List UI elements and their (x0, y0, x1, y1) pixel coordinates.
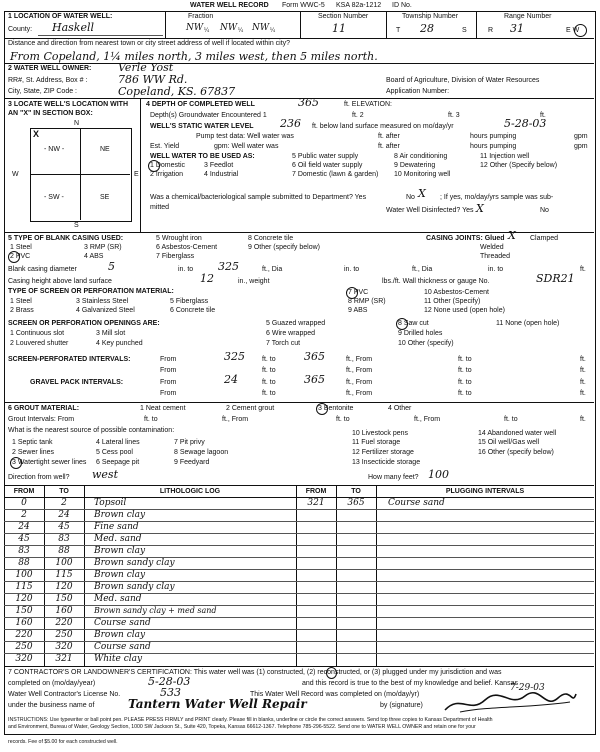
section-number-value[interactable]: 11 (332, 22, 346, 35)
compass-s: S (74, 222, 79, 229)
grout-ft-to-3: ft. to (504, 416, 518, 423)
pump-gpm: gpm (574, 133, 588, 140)
screen-brass[interactable]: 2 Brass (10, 307, 34, 314)
contam-lateral[interactable]: 4 Lateral lines (96, 439, 140, 446)
perf-ft-1: ft. (580, 356, 586, 363)
screen-galvanized[interactable]: 4 Galvanized Steel (76, 307, 135, 314)
gravel-ft-from-1: ft., From (346, 379, 373, 386)
log-to: 100 (55, 558, 73, 568)
dia-ft-1: ft., Dia (262, 266, 283, 273)
feet-label: How many feet? (368, 474, 419, 481)
contam-watertight-circle (10, 457, 22, 469)
log-to: 250 (55, 630, 73, 640)
screen-steel[interactable]: 1 Steel (10, 298, 32, 305)
static-level-value[interactable]: 236 (280, 117, 301, 130)
chem-no-mark[interactable]: X (418, 187, 426, 200)
quarter-3: ¼ (270, 28, 276, 34)
direction-value[interactable]: west (92, 468, 118, 481)
perf-ft-to-3: ft. to (262, 367, 276, 374)
dia-in-to-2: in. to (344, 266, 360, 273)
log-desc: Course sand (94, 618, 151, 628)
log-desc: Brown sandy clay (94, 558, 175, 568)
contam-cess[interactable]: 5 Cess pool (96, 449, 133, 456)
use-feedlot[interactable]: 3 Feedlot (204, 162, 234, 169)
range-label: Range Number (504, 13, 552, 20)
range-w-circle (574, 24, 587, 37)
chem-no-label: No (406, 194, 415, 201)
township-t: T (396, 27, 401, 34)
open-sawcut-circle (396, 318, 408, 330)
direction-label: Direction from well? (8, 474, 70, 481)
constructed-circle (326, 667, 337, 679)
casing-abs[interactable]: 4 ABS (84, 253, 104, 260)
log-from: 100 (15, 570, 33, 580)
section-2-label: 2 WATER WELL OWNER: (8, 65, 92, 72)
log-from2-header: FROM (305, 488, 327, 495)
log-desc: White clay (94, 654, 143, 664)
section-1-label: 1 LOCATION OF WATER WELL: (8, 13, 113, 20)
log-desc: Brown sandy clay (94, 582, 175, 592)
log-to: 320 (55, 642, 73, 652)
log-desc: Brown clay (94, 546, 146, 556)
ksa-number: KSA 82a-1212 (336, 2, 382, 9)
casing-height-label: Casing height above land surface (8, 278, 112, 285)
instructions-line-1: INSTRUCTIONS: Use typewriter or ball point pen. PLEASE PRESS FIRMLY and PRINT clearly. Please fill in blanks, underline or circle the correct answers. Send top three copies to Kansas Department of Health (8, 717, 493, 723)
gravel-ft-to-2: ft. to (458, 379, 472, 386)
open-none[interactable]: 11 None (open hole) (496, 320, 560, 327)
glued-mark[interactable]: X (508, 229, 516, 242)
yield-mid: gpm: Well water was (214, 143, 279, 150)
section-3-label-2: AN "X" IN SECTION BOX: (8, 110, 93, 117)
perf-ft-to-4: ft. to (458, 367, 472, 374)
open-key[interactable]: 4 Key punched (96, 340, 143, 347)
log-from: 320 (15, 654, 33, 664)
screen-fiberglass[interactable]: 5 Fiberglass (170, 298, 209, 305)
open-wire[interactable]: 6 Wire wrapped (266, 330, 316, 337)
log-from: 120 (15, 594, 33, 604)
gravel-ft-from-2: ft., From (346, 390, 373, 397)
compass-e: E (134, 171, 139, 178)
city-value[interactable]: Copeland, KS. 67837 (118, 85, 236, 98)
perf-ft-to-1: ft. to (262, 356, 276, 363)
open-gauzed[interactable]: 5 Guazed wrapped (266, 320, 326, 327)
section-number-label: Section Number (318, 13, 369, 20)
record-label: This Water Well Record was completed on (mo/day/yr) (250, 691, 420, 698)
welded-label: Welded (480, 244, 504, 251)
use-lawn[interactable]: 7 Domestic (lawn & garden) (292, 171, 379, 178)
plug-desc: Course sand (388, 498, 445, 508)
use-air[interactable]: 8 Air conditioning (394, 153, 448, 160)
contam-pit[interactable]: 7 Pit privy (174, 439, 205, 446)
casing-pvc-circle (8, 251, 20, 263)
perf-ft-from-1: ft., From (346, 356, 373, 363)
screen-type-label: TYPE OF SCREEN OR PERFORATION MATERIAL: (8, 288, 174, 295)
section-box[interactable] (30, 128, 132, 222)
log-rule (4, 641, 594, 642)
lbs-label: lbs./ft. Wall thickness or gauge No. (382, 278, 490, 285)
quarter-1: ¼ (204, 28, 210, 34)
log-desc: Brown clay (94, 510, 146, 520)
grout-intervals: Grout Intervals: From (8, 416, 75, 423)
open-mill[interactable]: 3 Mill slot (96, 330, 126, 337)
log-from: 83 (18, 546, 30, 556)
casing-joints-label: CASING JOINTS: Glued (426, 235, 505, 242)
township-label: Township Number (402, 13, 459, 20)
gravel-ft-to-4: ft. to (458, 390, 472, 397)
quadrant-ne: NE (100, 146, 110, 153)
log-desc: Topsoil (94, 498, 127, 508)
log-desc: Med. sand (94, 594, 142, 604)
log-rule (4, 581, 594, 582)
gauge-value[interactable]: SDR21 (536, 272, 575, 285)
log-to: 2 (61, 498, 67, 508)
gravel-intervals-label: GRAVEL PACK INTERVALS: (30, 379, 124, 386)
completed-label: completed on (mo/day/year) (8, 680, 96, 687)
log-from: 2 (21, 510, 27, 520)
log-from: 160 (15, 618, 33, 628)
open-torch[interactable]: 7 Torch cut (266, 340, 301, 347)
grout-ft: ft. (580, 416, 586, 423)
open-louvered[interactable]: 2 Louvered shutter (10, 340, 69, 347)
casing-height-rest: in., weight (238, 278, 270, 285)
casing-steel[interactable]: 1 Steel (10, 244, 32, 251)
owner-value[interactable]: Verle Yost (118, 61, 174, 74)
plug-from: 321 (307, 498, 325, 508)
log-from: 88 (18, 558, 30, 568)
casing-to-value[interactable]: 325 (218, 260, 239, 273)
address-value[interactable]: 786 WW Rd. (118, 73, 188, 86)
log-rule (4, 605, 594, 606)
county-value[interactable]: Haskell (52, 21, 95, 34)
grout-ft-from-1: ft., From (222, 416, 249, 423)
disinfected-label: Water Well Disinfected? Yes (386, 207, 474, 214)
contam-livestock[interactable]: 10 Livestock pens (352, 430, 409, 437)
screen-abs[interactable]: 9 ABS (348, 307, 368, 314)
board-label: Board of Agriculture, Division of Water Resources (386, 77, 540, 84)
plug-to: 365 (347, 498, 365, 508)
log-desc: Med. sand (94, 534, 142, 544)
log-rule (4, 509, 594, 510)
log-to: 150 (55, 594, 73, 604)
city-label: City, State, ZIP Code : (8, 88, 77, 95)
use-other[interactable]: 12 Other (Specify below) (480, 162, 558, 169)
screen-concrete[interactable]: 6 Concrete tile (170, 307, 216, 314)
use-injection[interactable]: 11 Injection well (480, 153, 530, 160)
perf-ft-from-2: ft., From (346, 367, 373, 374)
contam-sewer[interactable]: 2 Sewer lines (12, 449, 55, 456)
log-desc: Brown clay (94, 570, 146, 580)
signature-image (440, 688, 580, 718)
screen-stainless[interactable]: 3 Stainless Steel (76, 298, 129, 305)
depth-value[interactable]: 365 (298, 96, 319, 109)
log-rule (4, 653, 594, 654)
signature-label: by (signature) (380, 702, 423, 709)
instructions-line-2: and Environment, Bureau of Water, Geology Section, 1000 SW Jackson St., Suite 420, Topeka, Kansas 66612-1367. Telephone 785-296-5522. Send one to WATER WELL OWNER and retain one for your (8, 724, 476, 730)
log-to2-header: TO (351, 488, 361, 495)
yield-after: ft. after (378, 143, 400, 150)
casing-asbestos[interactable]: 6 Asbestos-Cement (156, 244, 218, 251)
license-value[interactable]: 533 (160, 686, 181, 699)
contam-fertilizer[interactable]: 12 Fertilizer storage (352, 449, 414, 456)
grout-label: 6 GROUT MATERIAL: (8, 405, 80, 412)
grout-ft-to-2: ft. to (336, 416, 350, 423)
gw-ft-2: ft. 3 (448, 112, 460, 119)
depth-unit: ft. ELEVATION: (344, 101, 392, 108)
log-to: 120 (55, 582, 73, 592)
fraction-3[interactable]: NW (252, 23, 270, 33)
contam-feedyard[interactable]: 9 Feedyard (174, 459, 210, 466)
yield-hours: hours pumping (470, 143, 517, 150)
screen-pvc[interactable]: 7 PVC (348, 289, 369, 296)
record-date[interactable]: 7-29-03 (510, 683, 545, 693)
yield-label: Est. Yield (150, 143, 180, 150)
log-to: 321 (55, 654, 73, 664)
log-to: 24 (58, 510, 70, 520)
open-drilled[interactable]: 9 Drilled holes (398, 330, 443, 337)
grout-bentonite[interactable]: 3 Bentonite (318, 405, 354, 412)
quarter-2: ¼ (238, 28, 244, 34)
casing-fiberglass[interactable]: 7 Fiberglass (156, 253, 195, 260)
log-to: 83 (58, 534, 70, 544)
log-from: 24 (18, 522, 30, 532)
gravel-ft-to-3: ft. to (262, 390, 276, 397)
log-to: 220 (55, 618, 73, 628)
business-label: under the business name of (8, 702, 95, 709)
log-rule (4, 545, 594, 546)
log-desc: Fine sand (94, 522, 139, 532)
log-from: 45 (18, 534, 30, 544)
depth-label: 4 DEPTH OF COMPLETED WELL (146, 101, 255, 108)
screen-rmp[interactable]: 8 RMP (SR) (348, 298, 386, 305)
address-label: RR#, St. Address, Box # : (8, 77, 88, 84)
grout-ft-to-1: ft. to (144, 416, 158, 423)
contam-other[interactable]: 16 Other (specify below) (478, 449, 554, 456)
log-rule (4, 569, 594, 570)
pump-test-label: Pump test data: Well water was (196, 133, 294, 140)
contam-lagoon[interactable]: 8 Sewage lagoon (174, 449, 229, 456)
distance-value[interactable]: From Copeland, 1¼ miles north, 3 miles west, then 5 miles north. (10, 50, 378, 63)
gravel-ft-2: ft. (580, 390, 586, 397)
log-rule (4, 521, 594, 522)
log-from-header: FROM (13, 488, 35, 495)
township-s: S (462, 27, 467, 34)
use-label: WELL WATER TO BE USED AS: (150, 153, 255, 160)
business-value[interactable]: Tantern Water Well Repair (128, 697, 307, 711)
instructions-line-3: records. Fee of $5.00 for each constructed well. (8, 739, 118, 745)
grout-cement[interactable]: 2 Cement grout (226, 405, 275, 412)
casing-height-value[interactable]: 12 (200, 272, 214, 285)
id-number-label: ID No. (392, 2, 412, 9)
perf-from-2: From (160, 367, 177, 374)
use-irrigation[interactable]: 2 Irrigation (150, 171, 184, 178)
contam-seepage[interactable]: 6 Seepage pit (96, 459, 140, 466)
quadrant-nw: - NW - (44, 146, 65, 153)
gravel-from-2: From (160, 390, 177, 397)
use-monitoring[interactable]: 10 Monitoring well (394, 171, 451, 178)
log-desc: Brown sandy clay + med sand (94, 606, 217, 615)
distance-label: Distance and direction from nearest town or city street address of well if located within city? (8, 40, 291, 47)
log-rule (4, 629, 594, 630)
gravel-ft-1: ft. (580, 379, 586, 386)
gw-ft-3: ft. (540, 112, 546, 119)
screen-none[interactable]: 12 None used (open hole) (424, 307, 505, 314)
log-litho-header: LITHOLOGIC LOG (159, 488, 221, 495)
certification-text: 7 CONTRACTOR'S OR LANDOWNER'S CERTIFICATION: This water well was (1) constructed, (2) reconstructed, or (3) plugged under my jurisdiction and was (8, 669, 502, 676)
section-3-label: 3 LOCATE WELL'S LOCATION WITH (8, 101, 129, 108)
form-number: Form WWC-5 (282, 2, 325, 9)
compass-n: N (74, 120, 80, 127)
quadrant-sw: - SW - (44, 194, 64, 201)
perf-ft-to-2: ft. to (458, 356, 472, 363)
static-level-label: WELL'S STATIC WATER LEVEL (150, 123, 254, 130)
use-public[interactable]: 5 Public water supply (292, 153, 359, 160)
disinfected-no: No (540, 207, 549, 214)
fraction-label: Fraction (188, 13, 214, 20)
chem-rest: ; If yes, mo/day/yrs sample was sub- (440, 194, 554, 201)
perf-to-value[interactable]: 365 (304, 350, 325, 363)
contam-abandoned[interactable]: 14 Abandoned water well (478, 430, 557, 437)
log-to: 45 (58, 522, 70, 532)
log-desc: Course sand (94, 642, 151, 652)
range-ew: E W (566, 27, 580, 34)
log-rule (4, 593, 594, 594)
completed-rest: and this record is true to the best of my knowledge and belief. Kansas (302, 680, 518, 687)
chem-question: Was a chemical/bacteriological sample submitted to Department? Yes (150, 194, 367, 201)
open-other[interactable]: 10 Other (specify) (398, 340, 454, 347)
gravel-to-value[interactable]: 365 (304, 373, 325, 386)
license-label: Water Well Contractor's License No. (8, 691, 121, 698)
gravel-from-value[interactable]: 24 (224, 373, 238, 386)
pump-hours: hours pumping (470, 133, 517, 140)
compass-w: W (12, 171, 19, 178)
screen-other[interactable]: 11 Other (Specify) (424, 298, 481, 305)
grout-neat[interactable]: 1 Neat cement (140, 405, 186, 412)
contam-insecticide[interactable]: 13 Insecticide storage (352, 459, 421, 466)
county-label: County: (8, 26, 33, 33)
dia-ft-3: ft. (580, 266, 586, 273)
dia-in-to-1: in. to (178, 266, 194, 273)
quadrant-se: SE (100, 194, 110, 201)
casing-other[interactable]: 9 Other (specify below) (248, 244, 320, 251)
casing-diameter-label: Blank casing diameter (8, 266, 77, 273)
fraction-1[interactable]: NW (186, 23, 204, 33)
log-rule (4, 557, 594, 558)
section-x-mark[interactable]: X (33, 129, 40, 139)
perf-ft-2: ft. (580, 367, 586, 374)
form-title: WATER WELL RECORD (190, 2, 269, 9)
log-to: 115 (55, 570, 73, 580)
township-value[interactable]: 28 (420, 22, 434, 35)
log-from: 250 (15, 642, 33, 652)
log-plug-header: PLUGGING INTERVALS (445, 488, 525, 495)
log-from: 115 (15, 582, 33, 592)
section-5-label: 5 TYPE OF BLANK CASING USED: (8, 235, 124, 242)
groundwater-label: Depth(s) Groundwater Encountered 1 (150, 112, 267, 119)
log-from: 150 (15, 606, 33, 616)
pump-after: ft. after (378, 133, 400, 140)
log-to: 88 (58, 546, 70, 556)
threaded-label: Threaded (480, 253, 510, 260)
perf-from-value[interactable]: 325 (224, 350, 245, 363)
perf-from-1: From (160, 356, 177, 363)
casing-wrought[interactable]: 5 Wrought iron (156, 235, 202, 242)
gravel-from-1: From (160, 379, 177, 386)
contamination-label: What is the nearest source of possible contamination: (8, 427, 175, 434)
completed-value[interactable]: 5-28-03 (148, 675, 191, 688)
openings-label: SCREEN OR PERFORATION OPENINGS ARE: (8, 320, 160, 327)
clamped-label: Clamped (530, 235, 559, 242)
casing-concrete[interactable]: 8 Concrete tile (248, 235, 294, 242)
range-r: R (488, 27, 494, 34)
application-label: Application Number: (386, 88, 450, 95)
open-continuous[interactable]: 1 Continuous slot (10, 330, 65, 337)
casing-pvc[interactable]: 2 PVC (10, 253, 31, 260)
disinfected-mark[interactable]: X (476, 202, 484, 215)
use-domestic[interactable]: 1 Domestic (150, 162, 186, 169)
use-dewatering[interactable]: 9 Dewatering (394, 162, 436, 169)
use-oilfield[interactable]: 6 Oil field water supply (292, 162, 363, 169)
dia-ft-2: ft., Dia (412, 266, 433, 273)
open-sawcut[interactable]: 8 Saw cut (398, 320, 429, 327)
use-industrial[interactable]: 4 Industrial (204, 171, 239, 178)
chem-submitted: mitted (150, 204, 170, 211)
log-to: 160 (55, 606, 73, 616)
gravel-ft-to-1: ft. to (262, 379, 276, 386)
gw-ft-1: ft. 2 (352, 112, 364, 119)
casing-rmp[interactable]: 3 RMP (SR) (84, 244, 122, 251)
fraction-2[interactable]: NW (220, 23, 238, 33)
contam-watertight[interactable]: 3 Watertight sewer lines (12, 459, 87, 466)
contam-oilgas[interactable]: 15 Oil well/Gas well (478, 439, 540, 446)
log-rule (4, 617, 594, 618)
contam-fuel[interactable]: 11 Fuel storage (352, 439, 401, 446)
static-date[interactable]: 5-28-03 (504, 117, 547, 130)
screen-asbestos[interactable]: 10 Asbestos-Cement (424, 289, 489, 296)
log-from: 220 (15, 630, 33, 640)
log-to-header: TO (59, 488, 69, 495)
yield-gpm: gpm (574, 143, 588, 150)
grout-bentonite-circle (316, 403, 328, 415)
dia-in-to-3: in. to (488, 266, 504, 273)
log-from: 0 (21, 498, 27, 508)
feet-value[interactable]: 100 (428, 468, 449, 481)
contam-septic[interactable]: 1 Septic tank (12, 439, 53, 446)
log-desc: Brown clay (94, 630, 146, 640)
casing-diameter-value[interactable]: 5 (108, 260, 115, 273)
grout-other[interactable]: 4 Other (388, 405, 412, 412)
grout-ft-from-2: ft., From (414, 416, 441, 423)
log-rule (4, 533, 594, 534)
perf-intervals-label: SCREEN-PERFORATED INTERVALS: (8, 356, 131, 363)
range-value[interactable]: 31 (510, 22, 524, 35)
static-level-rest: ft. below land surface measured on mo/day/yr (312, 123, 454, 130)
